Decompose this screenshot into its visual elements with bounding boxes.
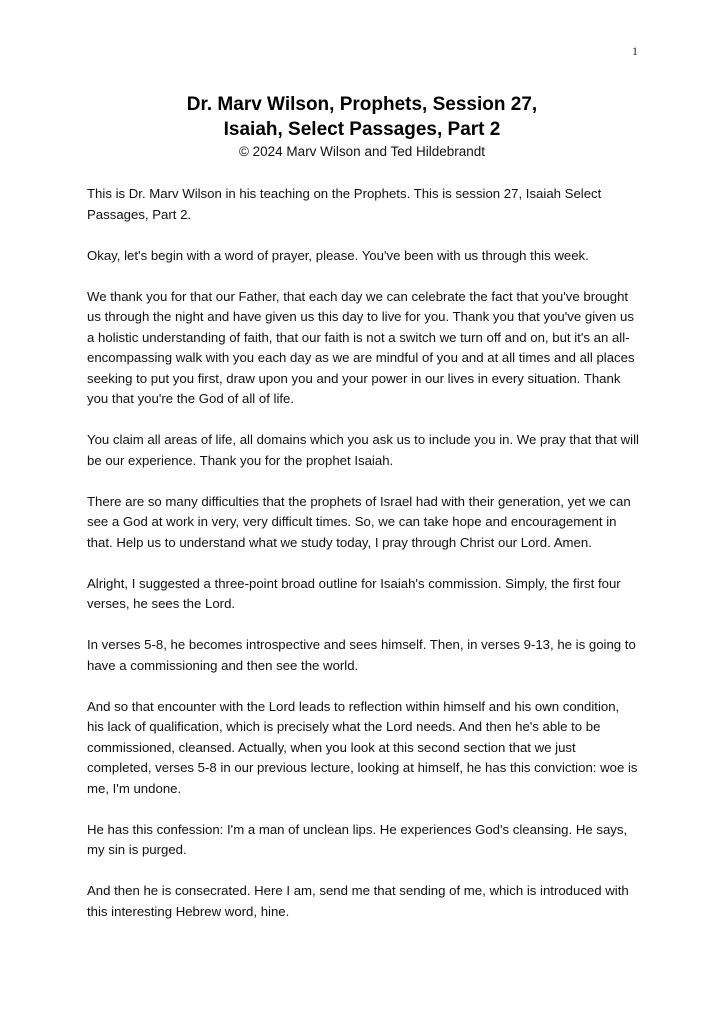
paragraph-8: And so that encounter with the Lord leads to reflection within himself and his own condition, his lack of qualification, which is precisely what the Lord needs. And then he's able to be commissioned, cleansed. Actually, when you look at this second section that we just completed, verses 5-8 in our previous lecture, looking at himself, he has this conviction: woe is me, I'm undone. [87,698,638,796]
document-title-line-1: Dr. Marv Wilson, Prophets, Session 27, [186,94,538,115]
paragraph-1: This is Dr. Marv Wilson in his teaching on the Prophets. This is session 27, Isaiah Select Passages, Part 2. [87,186,602,222]
paragraph-10: And then he is consecrated. Here I am, send me that sending of me, which is introduced with this interesting Hebrew word, hine. [87,883,629,919]
paragraph-4: You claim all areas of life, all domains which you ask us to include you in. We pray that that will be our experience. Thank you for the prophet Isaiah. [87,432,639,468]
paragraph-3: We thank you for that our Father, that each day we can celebrate the fact that you've brought us through the night and have given us this day to live for you. Thank you that you've given us a holistic understanding of faith, that our faith is not a switch we turn off and on, but it's an all-encompassing walk with you each day as we are mindful of you and at all times and all places seeking to put you first, draw upon you and your power in our lives in every situation. Thank you that you're the God of all of life. [87,288,635,406]
document-header [0,92,724,162]
page-number: 1 [632,44,638,58]
paragraph-5: There are so many difficulties that the prophets of Israel had with their generation, yet we can see a God at work in very, very difficult times. So, we can take hope and encouragement in that. Help us to understand what we study today, I pray through Christ our Lord. Amen. [87,493,631,550]
paragraph-6: Alright, I suggested a three-point broad outline for Isaiah's commission. Simply, the first four verses, he sees the Lord. [87,575,621,611]
document-title-line-2: Isaiah, Select Passages, Part 2 [223,119,501,140]
paragraph-2: Okay, let's begin with a word of prayer, please. You've been with us through this week. [87,247,589,263]
copyright-notice: © 2024 Marv Wilson and Ted Hildebrandt [238,144,486,159]
document-body [87,184,639,943]
paragraph-9: He has this confession: I'm a man of unclean lips. He experiences God's cleansing. He says, my sin is purged. [87,821,628,857]
paragraph-7: In verses 5-8, he becomes introspective and sees himself. Then, in verses 9-13, he is going to have a commissioning and then see the world. [87,637,636,673]
